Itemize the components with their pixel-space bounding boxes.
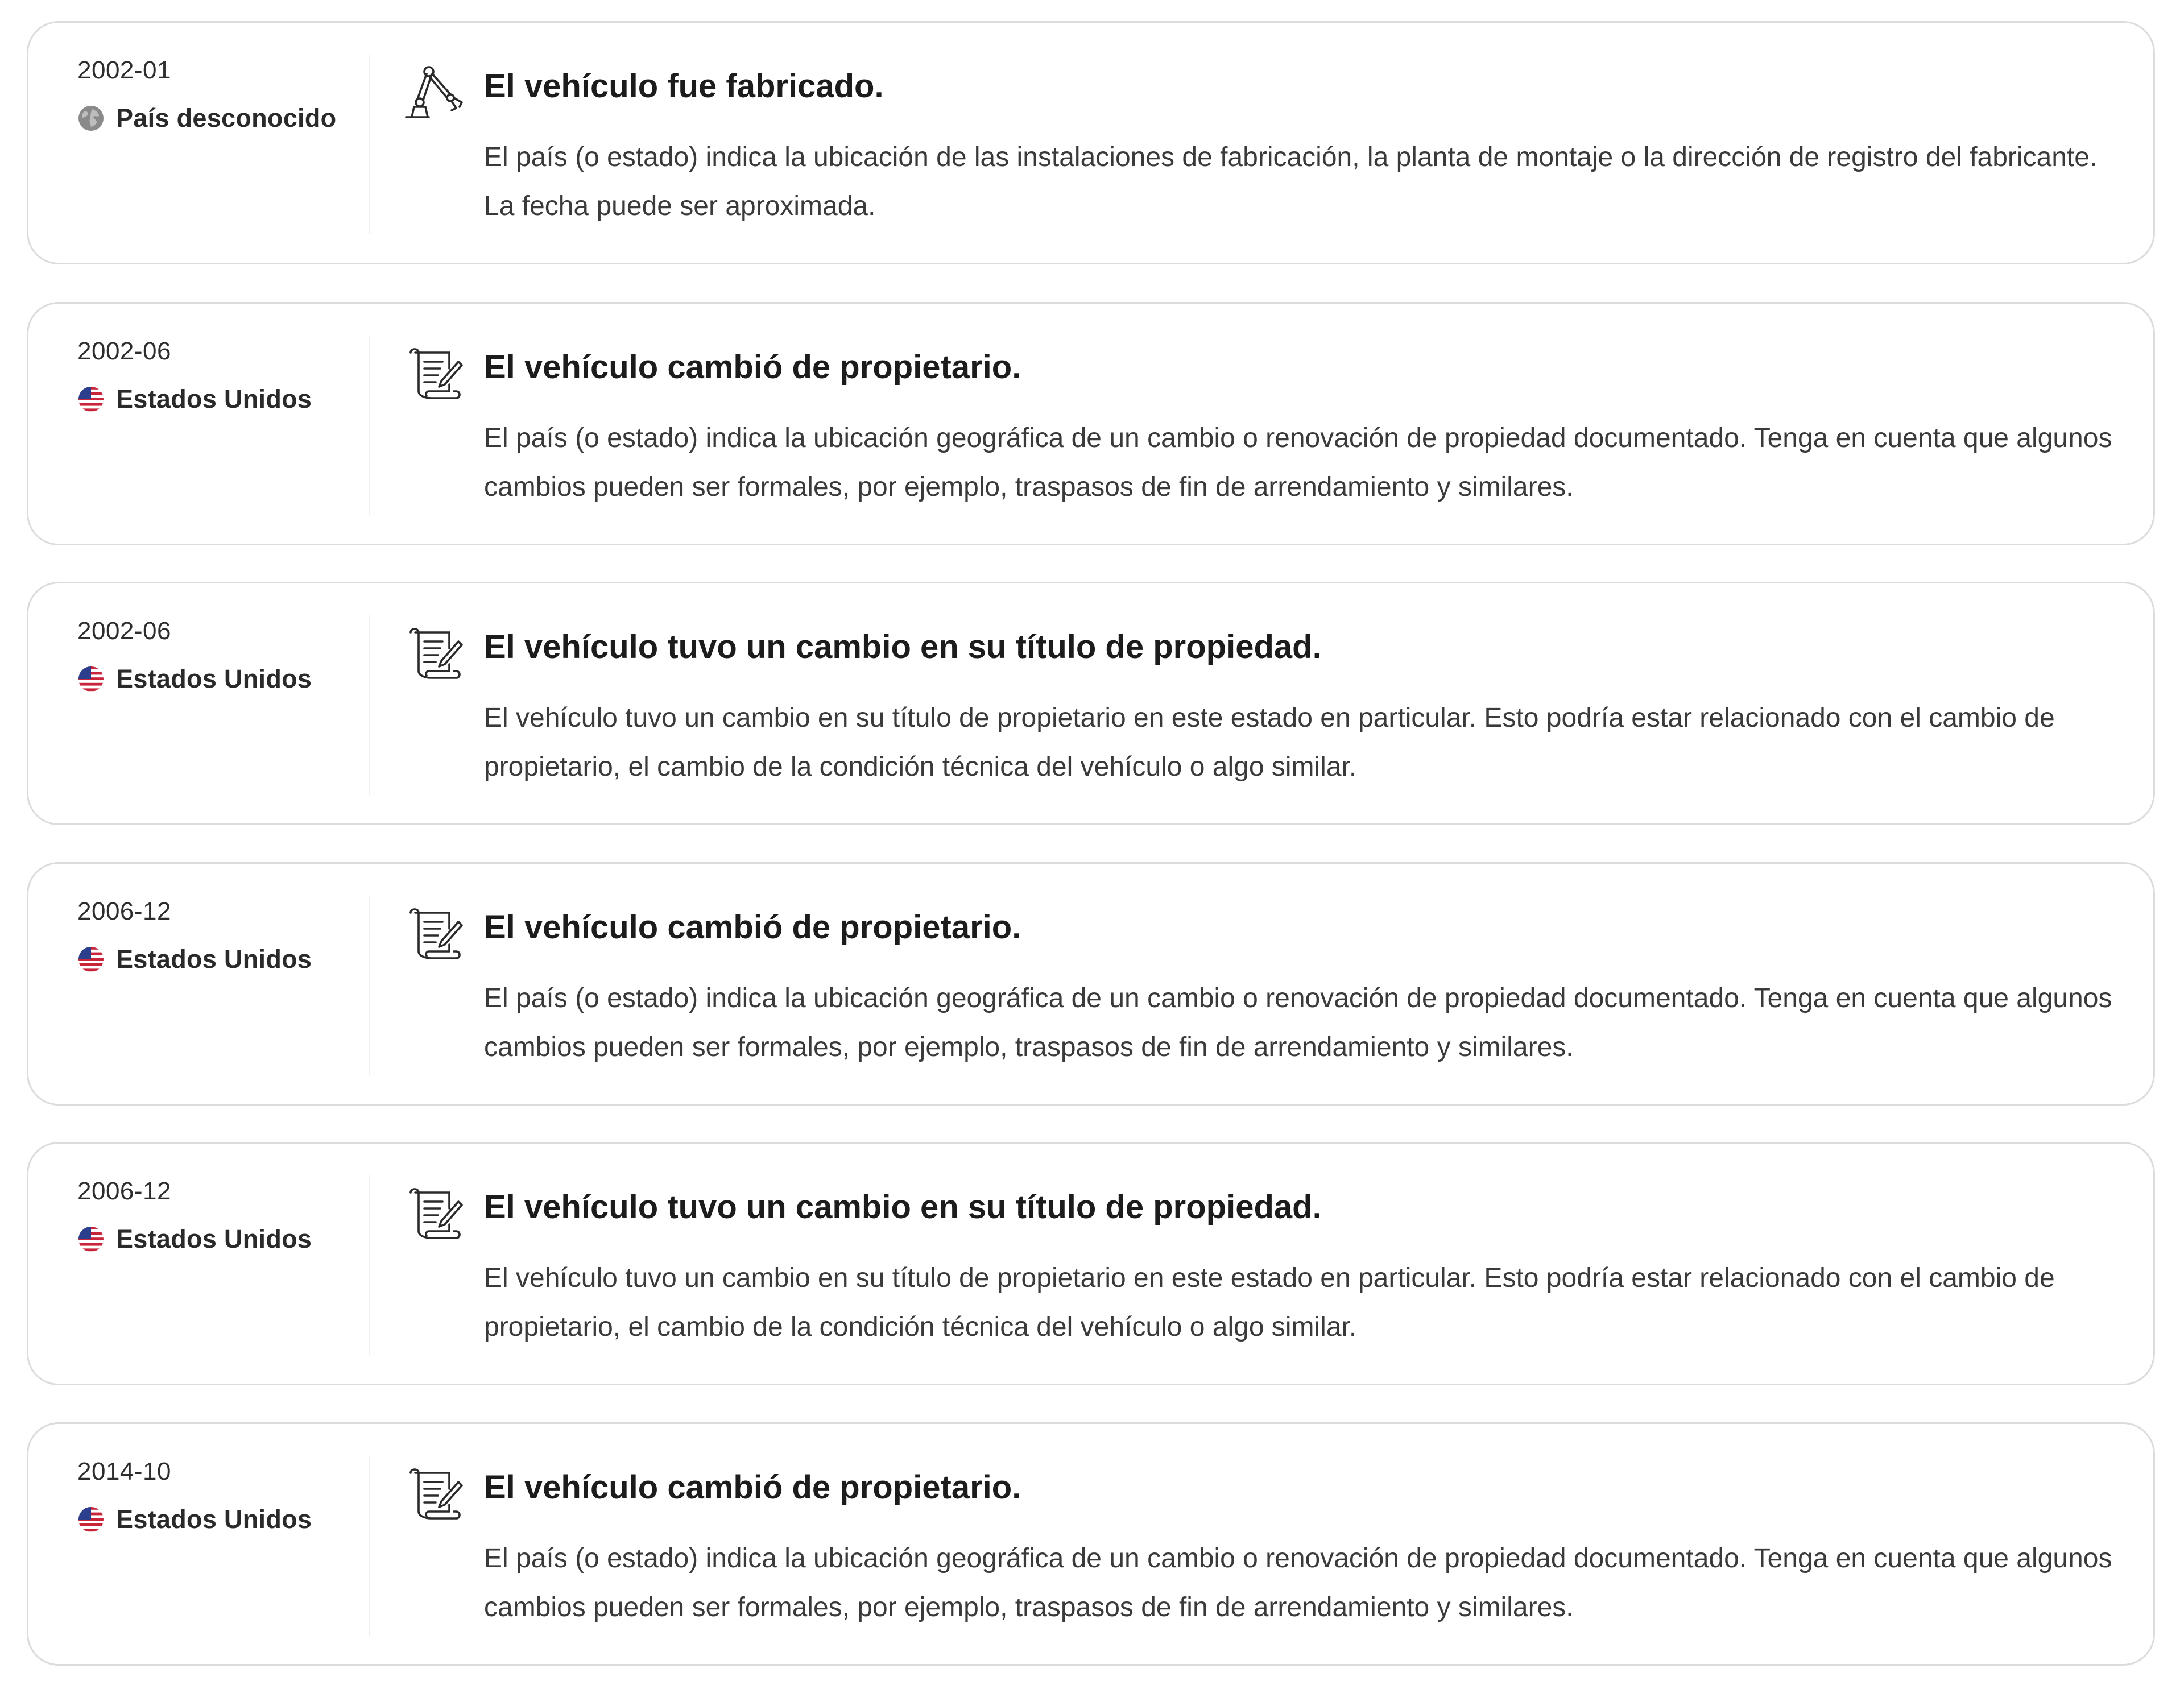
event-description: El vehículo tuvo un cambio en su título de propietario en este estado en particular. Esto podría estar relacionado con el cambio de propietario, el cambio de la condición técnica del vehículo o algo similar. xyxy=(484,1263,2055,1342)
event-title: El vehículo cambió de propietario. xyxy=(484,349,1021,386)
event-card-title-change xyxy=(27,1142,2155,1385)
event-description: El país (o estado) indica la ubicación geográfica de un cambio o renovación de propiedad documentado. Tenga en cuenta que algunos cambios pueden ser formales, por ejemplo, traspasos de fin de arrendamiento y similares. xyxy=(484,1543,2112,1622)
event-meta xyxy=(77,336,373,415)
event-country: Estados Unidos xyxy=(116,945,312,974)
event-meta xyxy=(77,615,373,695)
event-title: El vehículo tuvo un cambio en su título de propiedad. xyxy=(484,1189,1322,1226)
event-date: 2006-12 xyxy=(77,1177,171,1205)
event-card-manufactured xyxy=(27,21,2155,264)
event-title: El vehículo cambió de propietario. xyxy=(484,1469,1021,1506)
event-description: El vehículo tuvo un cambio en su título de propietario en este estado en particular. Esto podría estar relacionado con el cambio de propietario, el cambio de la condición técnica del vehículo o algo similar. xyxy=(484,703,2055,782)
event-divider xyxy=(369,896,370,1075)
robot-arm-icon xyxy=(404,60,468,124)
event-divider xyxy=(369,336,370,515)
event-country: Estados Unidos xyxy=(116,664,312,693)
event-country: País desconocido xyxy=(116,103,337,133)
document-scroll-icon xyxy=(404,341,468,405)
document-scroll-icon xyxy=(404,1181,468,1245)
event-divider xyxy=(369,55,370,234)
event-location xyxy=(77,102,373,134)
document-scroll-icon xyxy=(404,901,468,965)
event-title: El vehículo tuvo un cambio en su título de propiedad. xyxy=(484,628,1322,665)
event-location xyxy=(77,1223,373,1255)
event-card-owner-change xyxy=(27,1422,2155,1666)
us-flag-icon xyxy=(77,1226,105,1253)
event-country: Estados Unidos xyxy=(116,1224,312,1253)
event-meta xyxy=(77,1175,373,1255)
event-description: El país (o estado) indica la ubicación de las instalaciones de fabricación, la planta de montaje o la dirección de registro del fabricante. La fecha puede ser aproximada. xyxy=(484,142,2098,221)
globe-icon xyxy=(77,105,105,132)
event-description: El país (o estado) indica la ubicación geográfica de un cambio o renovación de propiedad documentado. Tenga en cuenta que algunos cambios pueden ser formales, por ejemplo, traspasos de fin de arrendamiento y similares. xyxy=(484,423,2112,502)
event-country: Estados Unidos xyxy=(116,384,312,413)
event-date: 2014-10 xyxy=(77,1458,171,1485)
event-meta xyxy=(77,896,373,975)
event-description: El país (o estado) indica la ubicación geográfica de un cambio o renovación de propiedad documentado. Tenga en cuenta que algunos cambios pueden ser formales, por ejemplo, traspasos de fin de arrendamiento y similares. xyxy=(484,983,2112,1062)
event-meta xyxy=(77,55,373,134)
us-flag-icon xyxy=(77,946,105,973)
event-location xyxy=(77,943,373,975)
event-title: El vehículo cambió de propietario. xyxy=(484,909,1021,946)
event-meta xyxy=(77,1456,373,1535)
event-title: El vehículo fue fabricado. xyxy=(484,68,884,105)
us-flag-icon xyxy=(77,386,105,413)
event-location xyxy=(77,383,373,415)
event-card-title-change xyxy=(27,582,2155,825)
document-scroll-icon xyxy=(404,621,468,685)
event-date: 2002-06 xyxy=(77,617,171,645)
event-date: 2002-01 xyxy=(77,56,171,84)
event-location xyxy=(77,1504,373,1535)
us-flag-icon xyxy=(77,1506,105,1533)
event-divider xyxy=(369,615,370,795)
event-card-owner-change xyxy=(27,862,2155,1106)
event-country: Estados Unidos xyxy=(116,1505,312,1534)
event-date: 2002-06 xyxy=(77,337,171,365)
event-divider xyxy=(369,1456,370,1636)
event-location xyxy=(77,663,373,695)
event-date: 2006-12 xyxy=(77,897,171,925)
event-card-owner-change xyxy=(27,302,2155,545)
us-flag-icon xyxy=(77,665,105,693)
event-divider xyxy=(369,1175,370,1355)
document-scroll-icon xyxy=(404,1462,468,1525)
